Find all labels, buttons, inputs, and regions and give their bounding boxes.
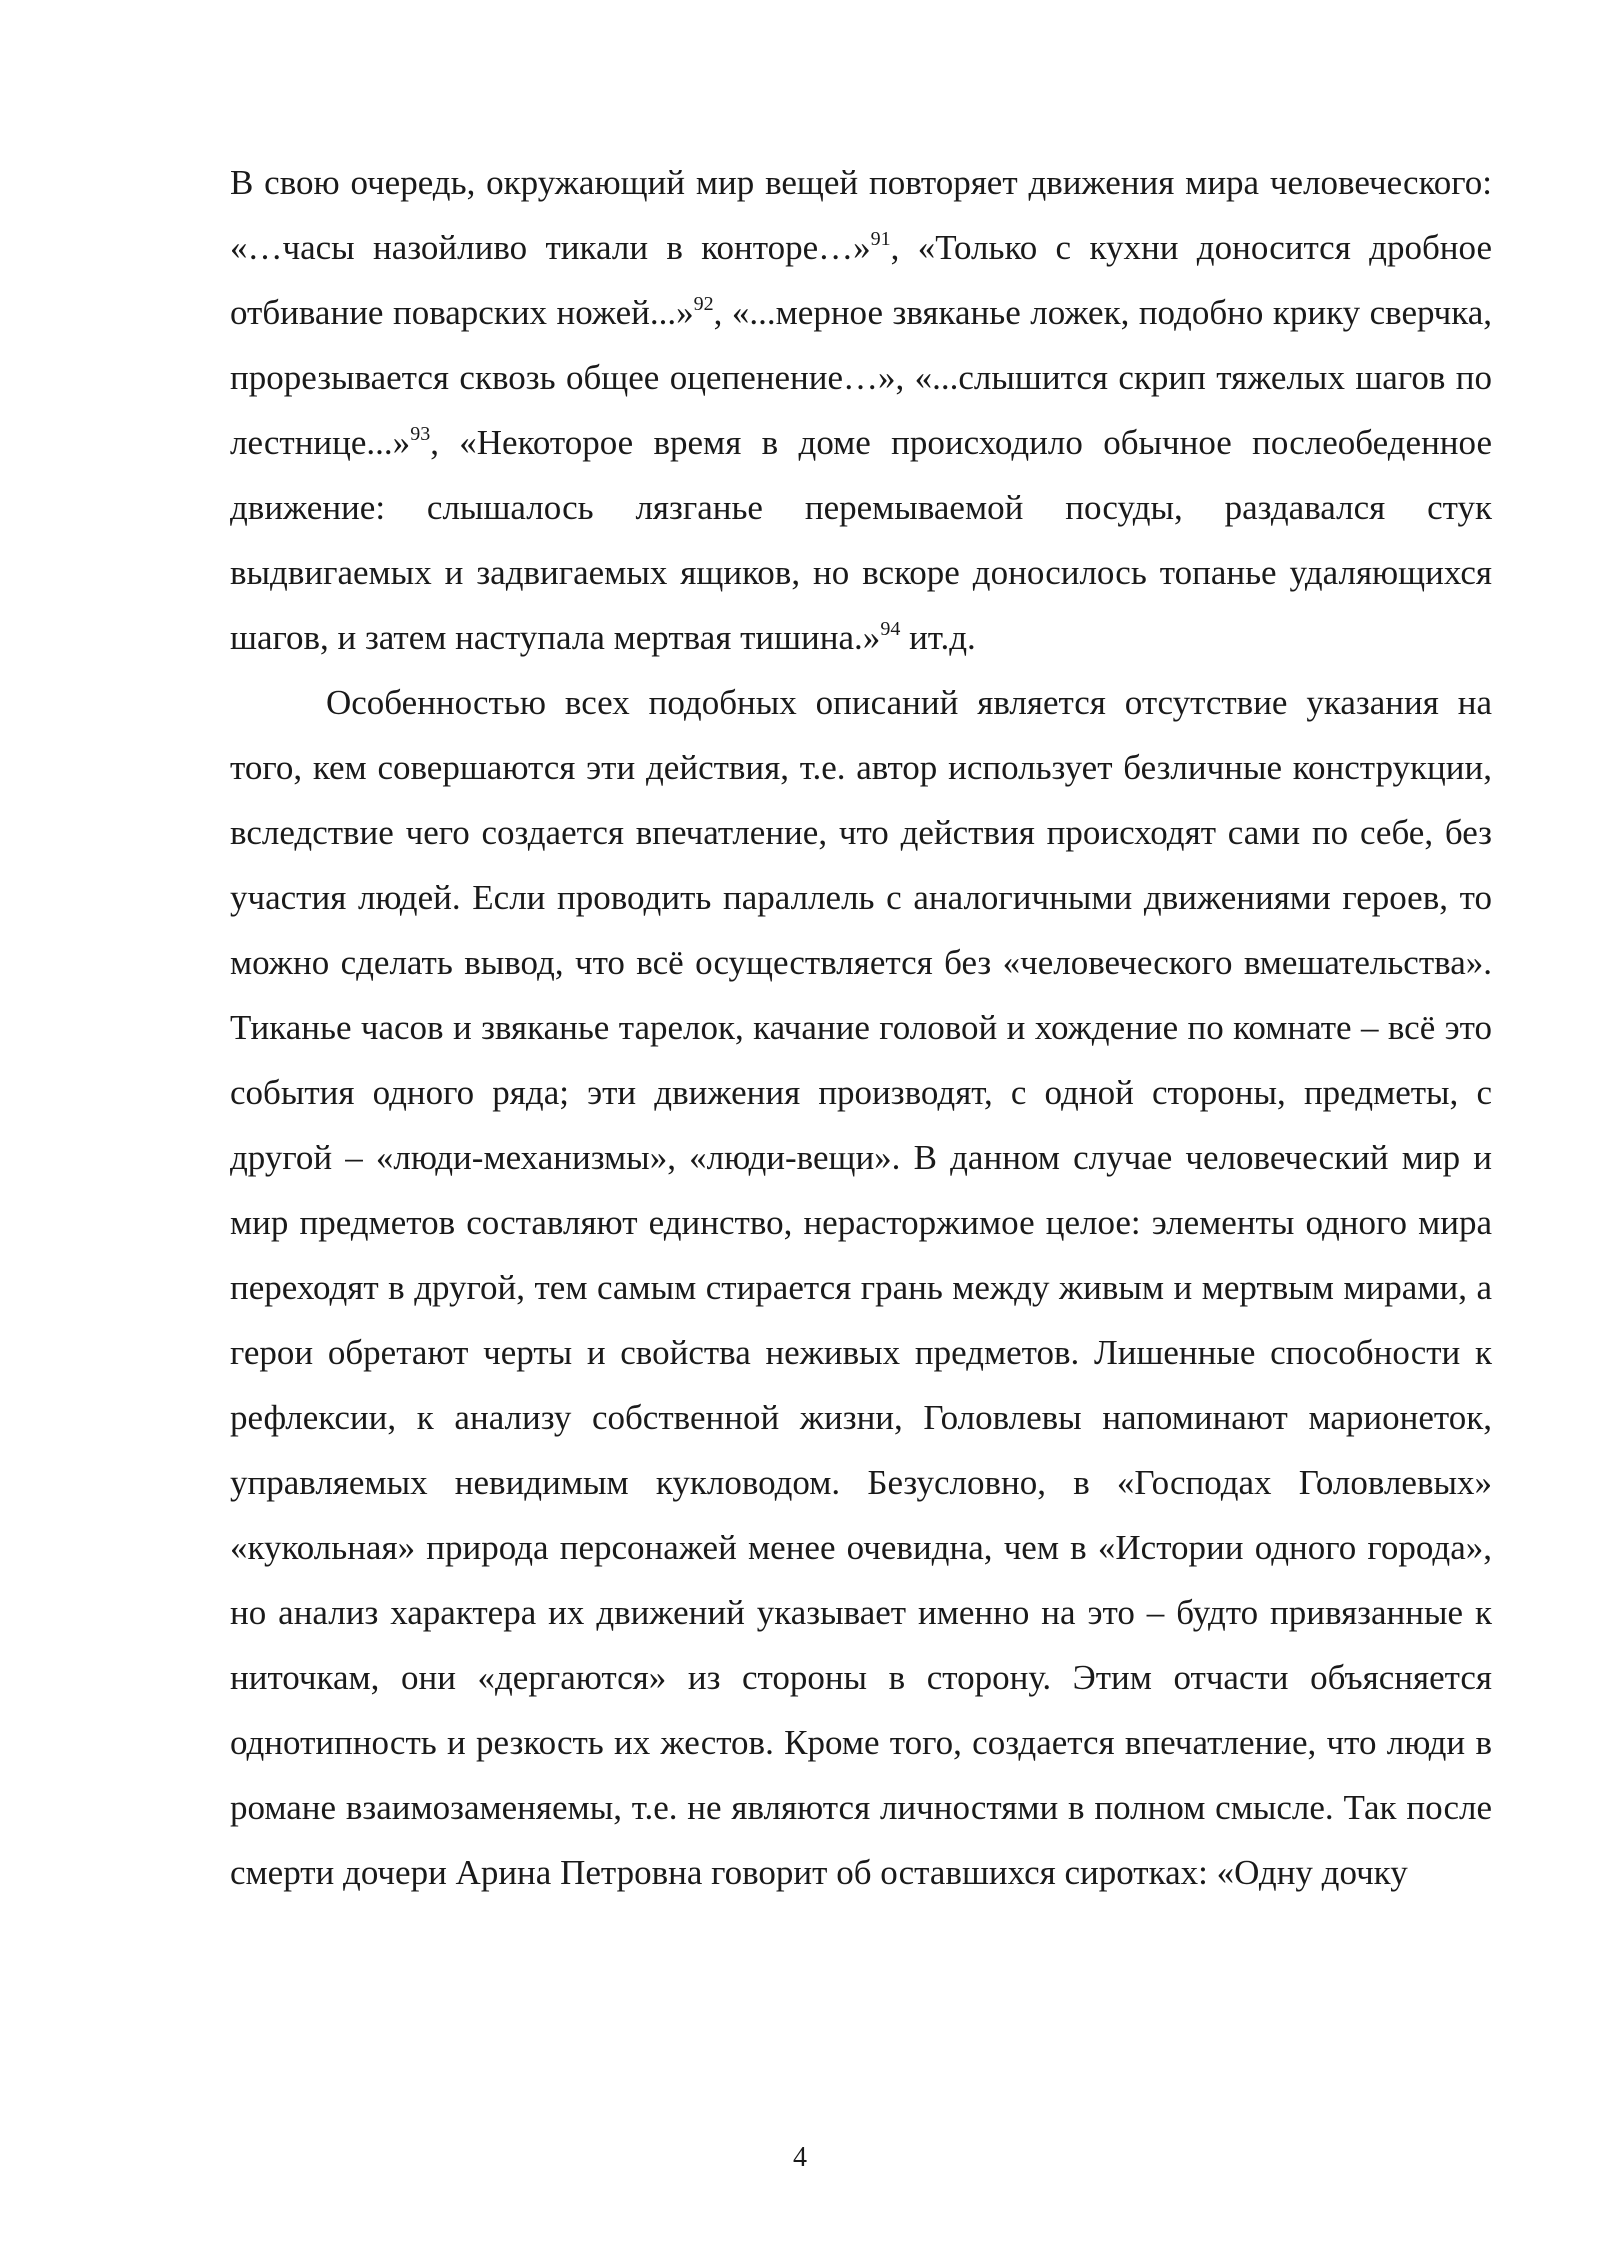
footnote-ref-94[interactable]: 94 [880,618,901,640]
page-number: 4 [793,2142,807,2173]
paragraph-1-text-2: , «Только с кухни доносится дробное отбивание поварских ножей...» [230,228,1492,332]
paragraph-1-text-5: ит.д. [900,618,976,657]
paragraph-1-text-4: , «Некоторое время в доме происходило обычное послеобеденное движение: слышалось лязганье перемываемой посуды, раздавался стук выдвигаемых и задвигаемых ящиков, но вскоре доносилось топанье удаляющихся шагов, и затем наступала мертвая тишина.» [230,423,1492,657]
paragraph-1-text-1: В свою очередь, окружающий мир вещей повторяет движения мира человеческого: «…часы назойливо тикали в конторе…» [230,163,1492,267]
body-text [230,150,1492,1905]
footnote-ref-91[interactable]: 91 [870,228,891,250]
paragraph-1-text-3: , «...мерное звяканье ложек, подобно крику сверчка, прорезывается сквозь общее оцепенение…», «...слышится скрип тяжелых шагов по лестнице...» [230,293,1492,462]
paragraph-1 [230,150,1492,670]
footnote-ref-92[interactable]: 92 [693,293,714,315]
paragraph-2: Особенностью всех подобных описаний является отсутствие указания на того, кем совершаются эти действия, т.е. автор использует безличные конструкции, вследствие чего создается впечатление, что действия происходят сами по себе, без участия людей. Если проводить параллель с аналогичными движениями героев, то можно сделать вывод, что всё осуществляется без «человеческого вмешательства». Тиканье часов и звяканье тарелок, качание головой и хождение по комнате – всё это события одного ряда; эти движения производят, с одной стороны, предметы, с другой – «люди-механизмы», «люди-вещи». В данном случае человеческий мир и мир предметов составляют единство, нерасторжимое целое: элементы одного мира переходят в другой, тем самым стирается грань между живым и мертвым мирами, а герои обретают черты и свойства неживых предметов. Лишенные способности к рефлексии, к анализу собственной жизни, Головлевы напоминают марионеток, управляемых невидимым кукловодом. Безусловно, в «Господах Головлевых» «кукольная» природа персонажей менее очевидна, чем в «Истории одного города», но анализ характера их движений указывает именно на это – будто привязанные к ниточкам, они «дергаются» из стороны в сторону. Этим отчасти объясняется однотипность и резкость их жестов. Кроме того, создается впечатление, что люди в романе взаимозаменяемы, т.е. не являются личностями в полном смысле. Так после смерти дочери Арина Петровна говорит об оставшихся сиротках: «Одну дочку [230,683,1492,1892]
footnote-ref-93[interactable]: 93 [410,423,431,445]
